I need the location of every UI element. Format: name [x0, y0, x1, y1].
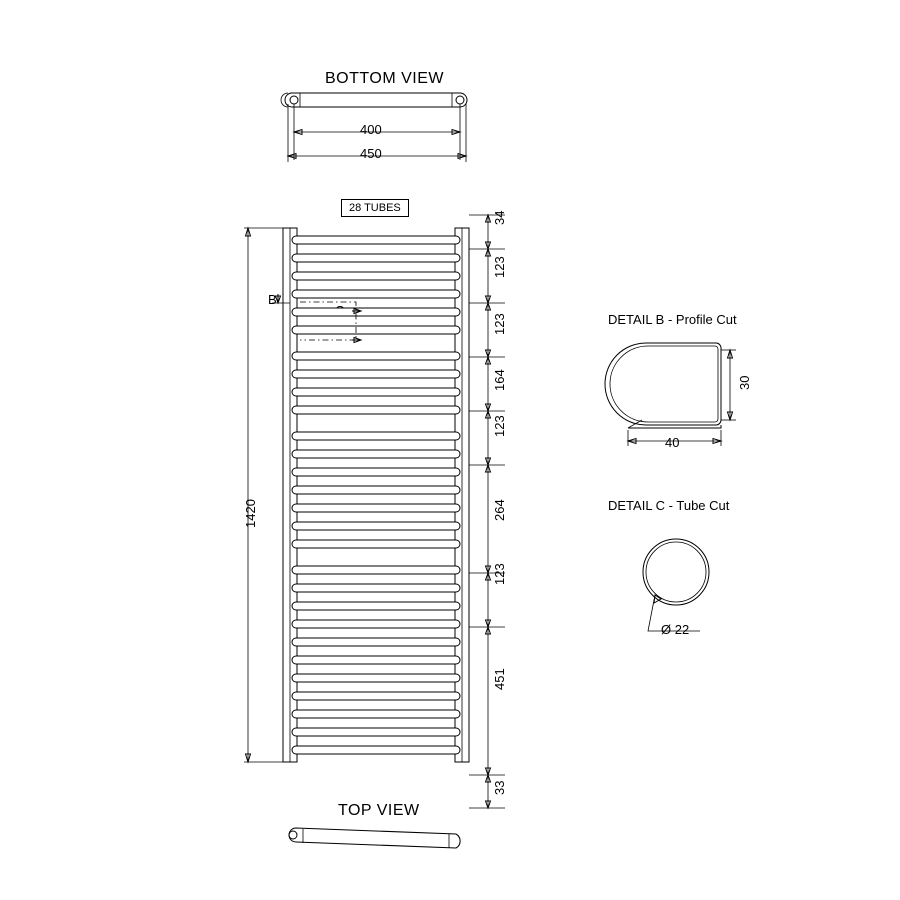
right-dim-0: 34	[492, 210, 507, 225]
right-dim-5: 264	[492, 499, 507, 521]
right-dim-7: 451	[492, 668, 507, 690]
detail-c-diameter-label: Ø 22	[661, 622, 690, 637]
top-view-title: TOP VIEW	[338, 802, 420, 819]
right-dim-2: 123	[492, 313, 507, 335]
tubes-count-badge: 28 TUBES	[341, 199, 409, 217]
right-dim-4: 123	[492, 415, 507, 437]
right-dim-1: 123	[492, 256, 507, 278]
right-dim-3: 164	[492, 369, 507, 391]
right-dimension-chain	[469, 215, 505, 808]
tube-bars	[292, 236, 460, 754]
front-view-group	[244, 215, 505, 808]
detail-c-geometry	[643, 539, 709, 631]
top-view-group	[289, 828, 460, 848]
front-height-label: 1420	[243, 499, 258, 528]
bottom-view-group	[281, 93, 467, 162]
bottom-outer-width-label: 450	[360, 146, 382, 161]
marker-b-label: B	[268, 292, 277, 307]
detail-b-geometry	[605, 343, 736, 446]
right-dim-6: 123	[492, 563, 507, 585]
detail-b-width-label: 40	[665, 435, 680, 450]
detail-c-title: DETAIL C - Tube Cut	[608, 498, 730, 513]
bottom-inner-width-label: 400	[360, 122, 382, 137]
detail-b-height-label: 30	[737, 375, 752, 390]
detail-b-title: DETAIL B - Profile Cut	[608, 312, 737, 327]
bottom-view-title: BOTTOM VIEW	[325, 70, 444, 87]
right-dim-8: 33	[492, 780, 507, 795]
